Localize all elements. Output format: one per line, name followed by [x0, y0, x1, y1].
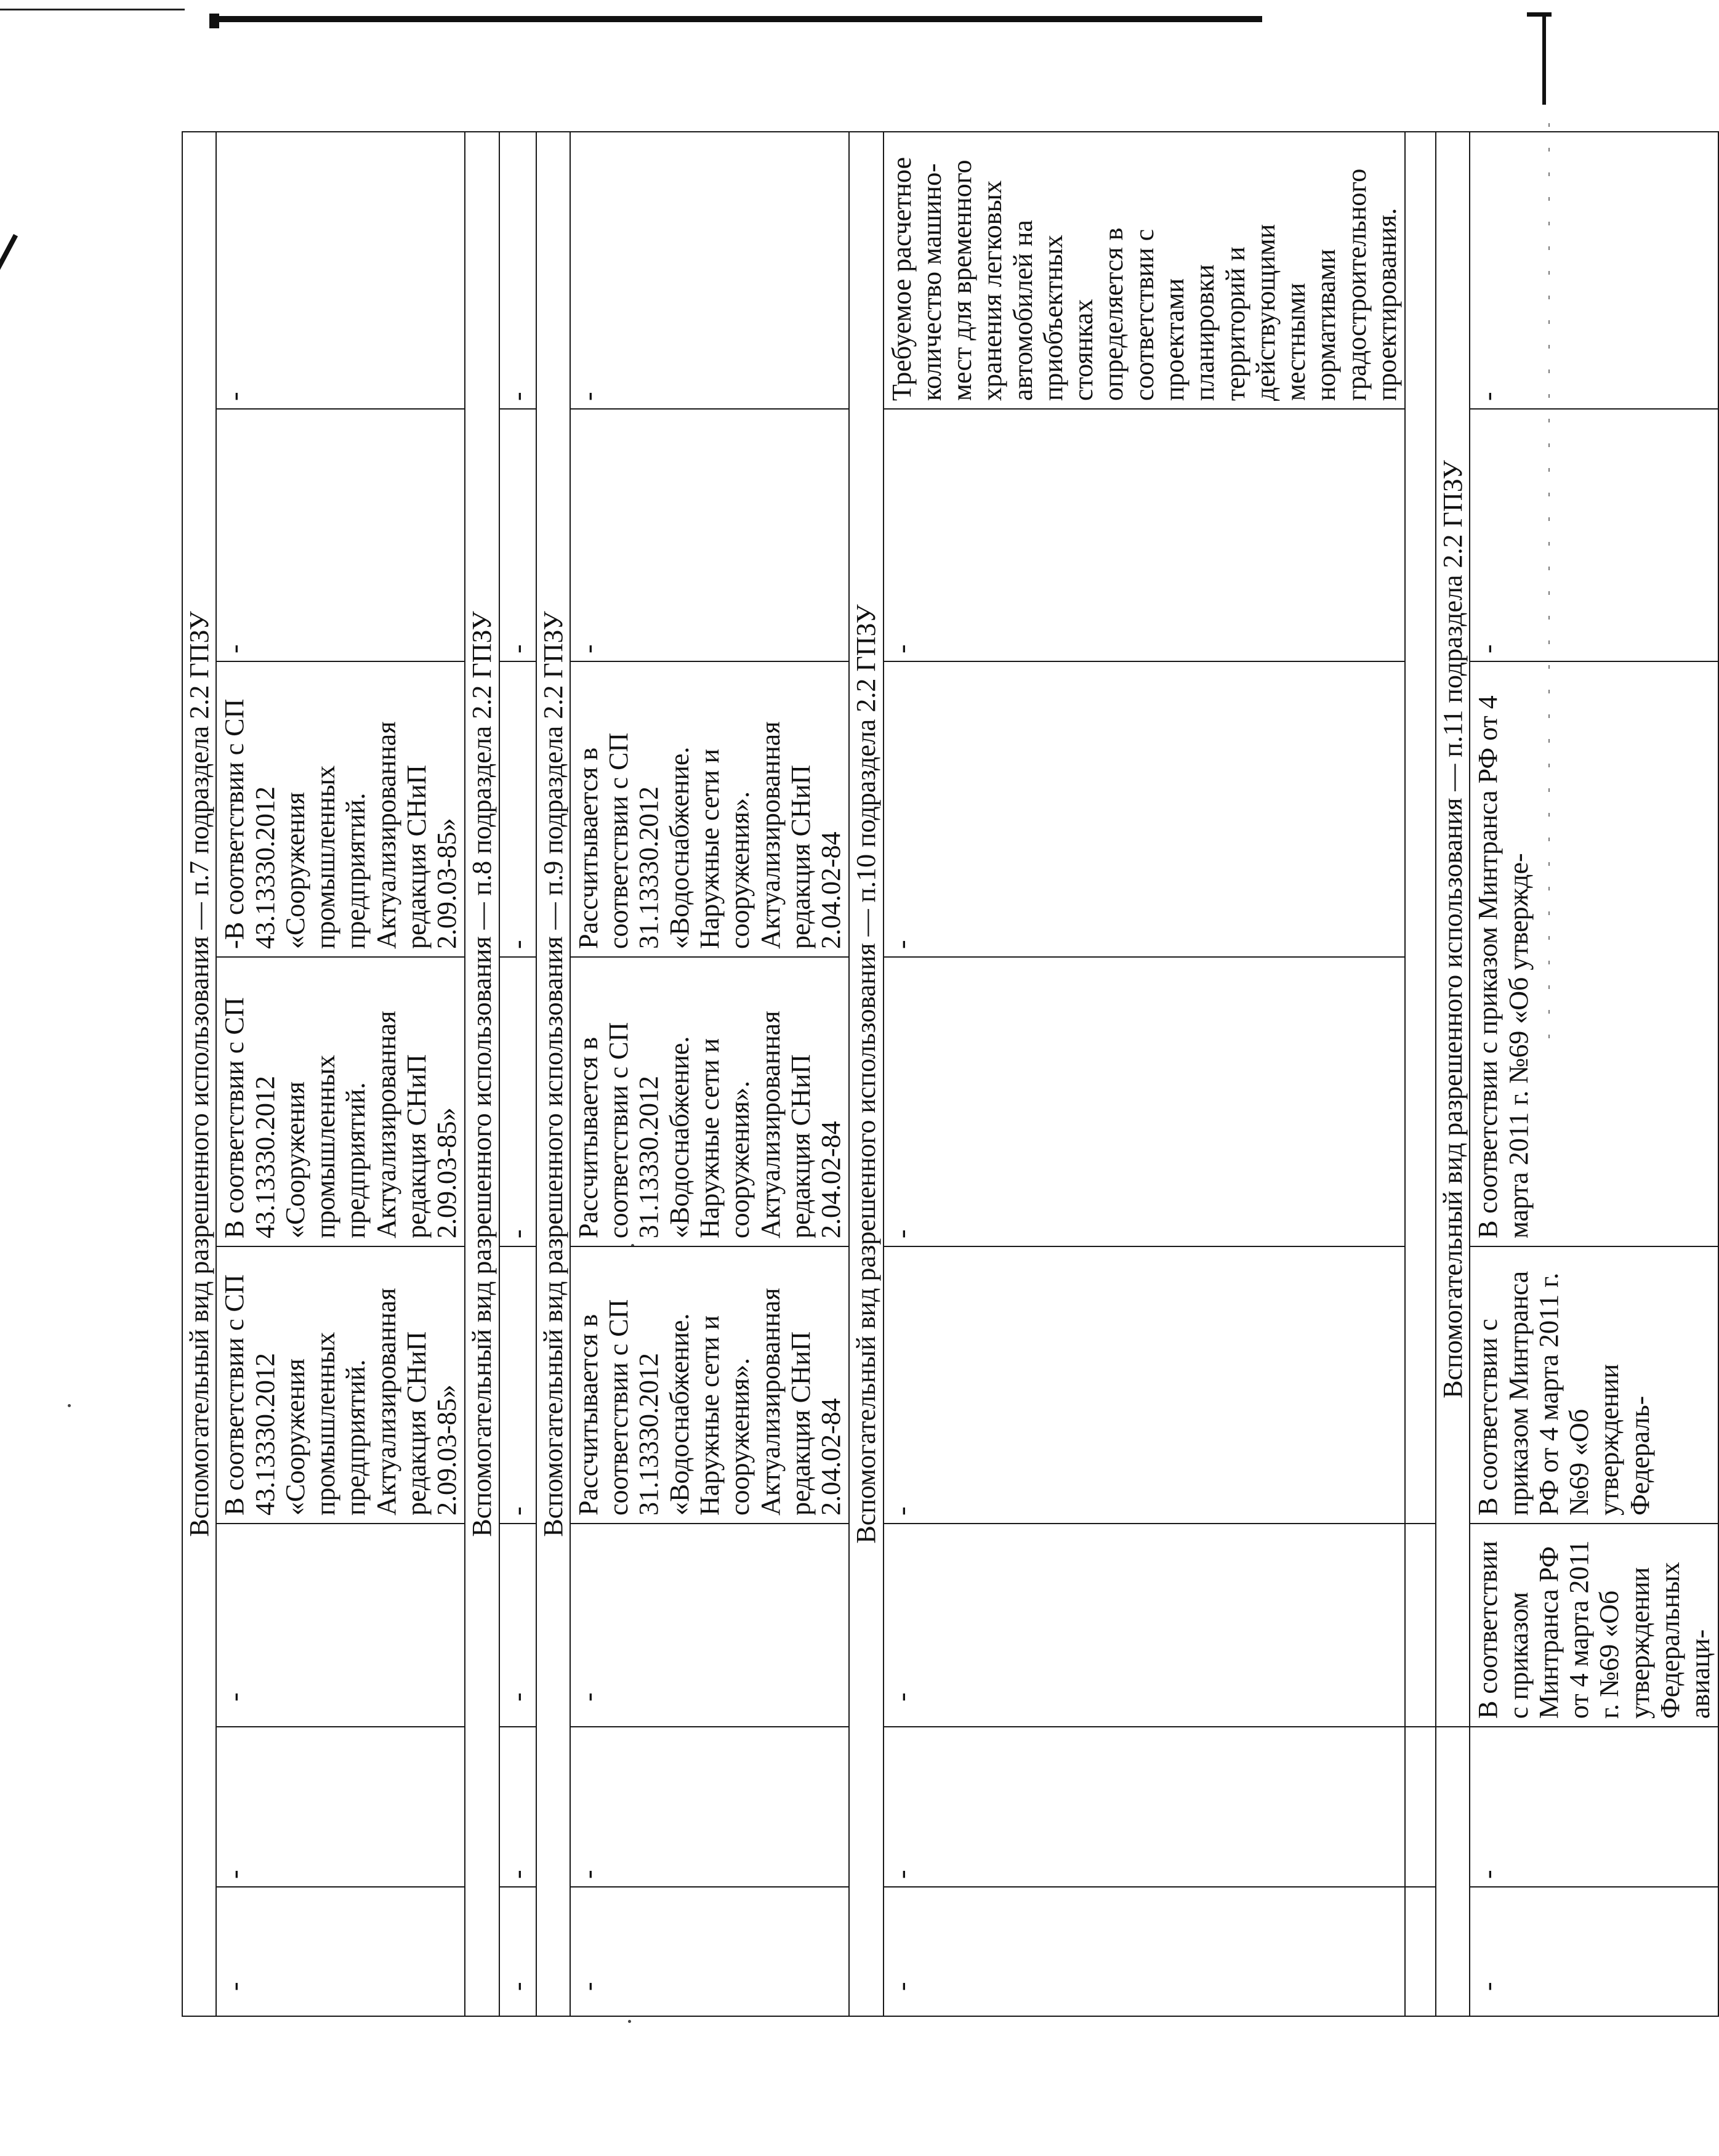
table-cell: Рассчитывается в соответствии с СП 31.13330.2012 «Водоснабжение. Наружные сети и сооружения». Актуализированная редакция СНиП 2.04.02-84: [570, 957, 849, 1246]
table-cell: -: [570, 1887, 849, 2016]
table-cell: -: [884, 957, 1406, 1246]
table-cell: -: [499, 1887, 536, 2016]
table-row: [499, 132, 536, 2016]
table-cell: -: [570, 409, 849, 661]
section-header-row: [1436, 132, 1470, 2016]
section-header: Вспомогательный вид разрешенного использования — п.10 подраздела 2.2 ГПЗУ: [849, 132, 883, 2016]
scan-speck: [628, 2020, 631, 2023]
scan-mark-top-left: [0, 9, 185, 10]
table-row: [1470, 132, 1718, 2016]
table-cell: -: [216, 1887, 465, 2016]
table-row: [216, 132, 465, 2016]
table-cell: -: [884, 1524, 1406, 1727]
scan-mark-top-bar: [215, 16, 1262, 22]
table-cell: -: [570, 132, 849, 409]
scan-mark-right-vertical: [1542, 12, 1546, 105]
table-cell: -: [1470, 409, 1718, 661]
section-header: Вспомогательный вид разрешенного использования — п.7 подраздела 2.2 ГПЗУ: [182, 132, 216, 2016]
table-row: [884, 132, 1406, 2016]
section-header: Вспомогательный вид разрешенного использования — п.8 подраздела 2.2 ГПЗУ: [465, 132, 499, 2016]
table-cell: [1405, 1887, 1436, 2016]
rotated-table-page: [182, 132, 1716, 2017]
table-cell: -: [499, 1524, 536, 1727]
table-cell: В соответствии с СП 43.13330.2012 «Сооружения промышленных предприятий. Актуализированная редакция СНиП 2.09.03-85»: [216, 1246, 465, 1524]
table-cell: -: [216, 132, 465, 409]
table-cell: -: [216, 1727, 465, 1887]
table-cell: -: [570, 1727, 849, 1887]
section-header: Вспомогательный вид разрешенного использования — п.9 подраздела 2.2 ГПЗУ: [536, 132, 570, 2016]
section-header-row: [465, 132, 499, 2016]
table-cell: -: [499, 1727, 536, 1887]
table-cell: -: [1470, 132, 1718, 409]
table-cell: -: [216, 1524, 465, 1727]
table-cell: [1436, 1727, 1470, 2016]
table-cell: -: [884, 1887, 1406, 2016]
table-cell: -В соответствии с СП 43.13330.2012 «Сооружения промышленных предприятий. Актуализированная редакция СНиП 2.09.03-85»: [216, 661, 465, 957]
table-cell: Требуемое расчетное количество машино-мест для временного хранения легковых автомобилей на приобъектных стоянках определяется в соответствии с проектами планировки территорий и действующими местными нормативами градостроительного проектирования.: [884, 132, 1406, 409]
table-cell: В соответствии с СП 43.13330.2012 «Сооружения промышленных предприятий. Актуализированная редакция СНиП 2.09.03-85»: [216, 957, 465, 1246]
section-header: Вспомогательный вид разрешенного использования — п.11 подраздела 2.2 ГПЗУ: [1436, 132, 1470, 1727]
table-cell: Рассчитывается в соответствии с СП 31.13330.2012 «Водоснабжение. Наружные сети и сооружения». Актуализированная редакция СНиП 2.04.02-84: [570, 1246, 849, 1524]
section-header-row: [182, 132, 216, 2016]
scan-speck: [68, 1404, 71, 1407]
table-cell: -: [1470, 1887, 1718, 2016]
table-cell: -: [216, 409, 465, 661]
table-cell: Рассчитывается в соответствии с СП 31.13330.2012 «Водоснабжение. Наружные сети и сооружения». Актуализированная редакция СНиП 2.04.02-84: [570, 661, 849, 957]
table-cell: В соответствии с приказом Минтранса РФ от 4 марта 2011 г. №69 «Об утверждении Федераль-: [1470, 1246, 1718, 1524]
table-cell: [1405, 1524, 1436, 1727]
table-cell: -: [884, 409, 1406, 661]
section-header-row: [849, 132, 883, 2016]
table-cell: В соответствии с приказом Минтранса РФ от 4 марта 2011 г. №69 «Об утверждении Федеральных авиаци-: [1470, 1524, 1718, 1727]
table-cell: -: [884, 1727, 1406, 1887]
table-cell: -: [499, 409, 536, 661]
regulations-table: [182, 131, 1719, 2017]
spacer-row: [1405, 132, 1436, 2016]
table-cell: [1405, 132, 1436, 1524]
table-cell: -: [499, 661, 536, 957]
section-header-row: [536, 132, 570, 2016]
table-row: [570, 132, 849, 2016]
table-cell: -: [499, 957, 536, 1246]
table-cell: -: [499, 1246, 536, 1524]
table-cell: -: [1470, 1727, 1718, 1887]
scan-mark-right: [1527, 12, 1552, 17]
table-cell: [1405, 1727, 1436, 1887]
table-cell: -: [884, 661, 1406, 957]
table-cell: -: [570, 1524, 849, 1727]
table-cell: В соответствии с приказом Минтранса РФ от 4 марта 2011 г. №69 «Об утвержде-: [1470, 661, 1718, 1246]
table-cell: -: [499, 132, 536, 409]
scan-mark-slash: [0, 234, 18, 307]
table-cell: -: [884, 1246, 1406, 1524]
